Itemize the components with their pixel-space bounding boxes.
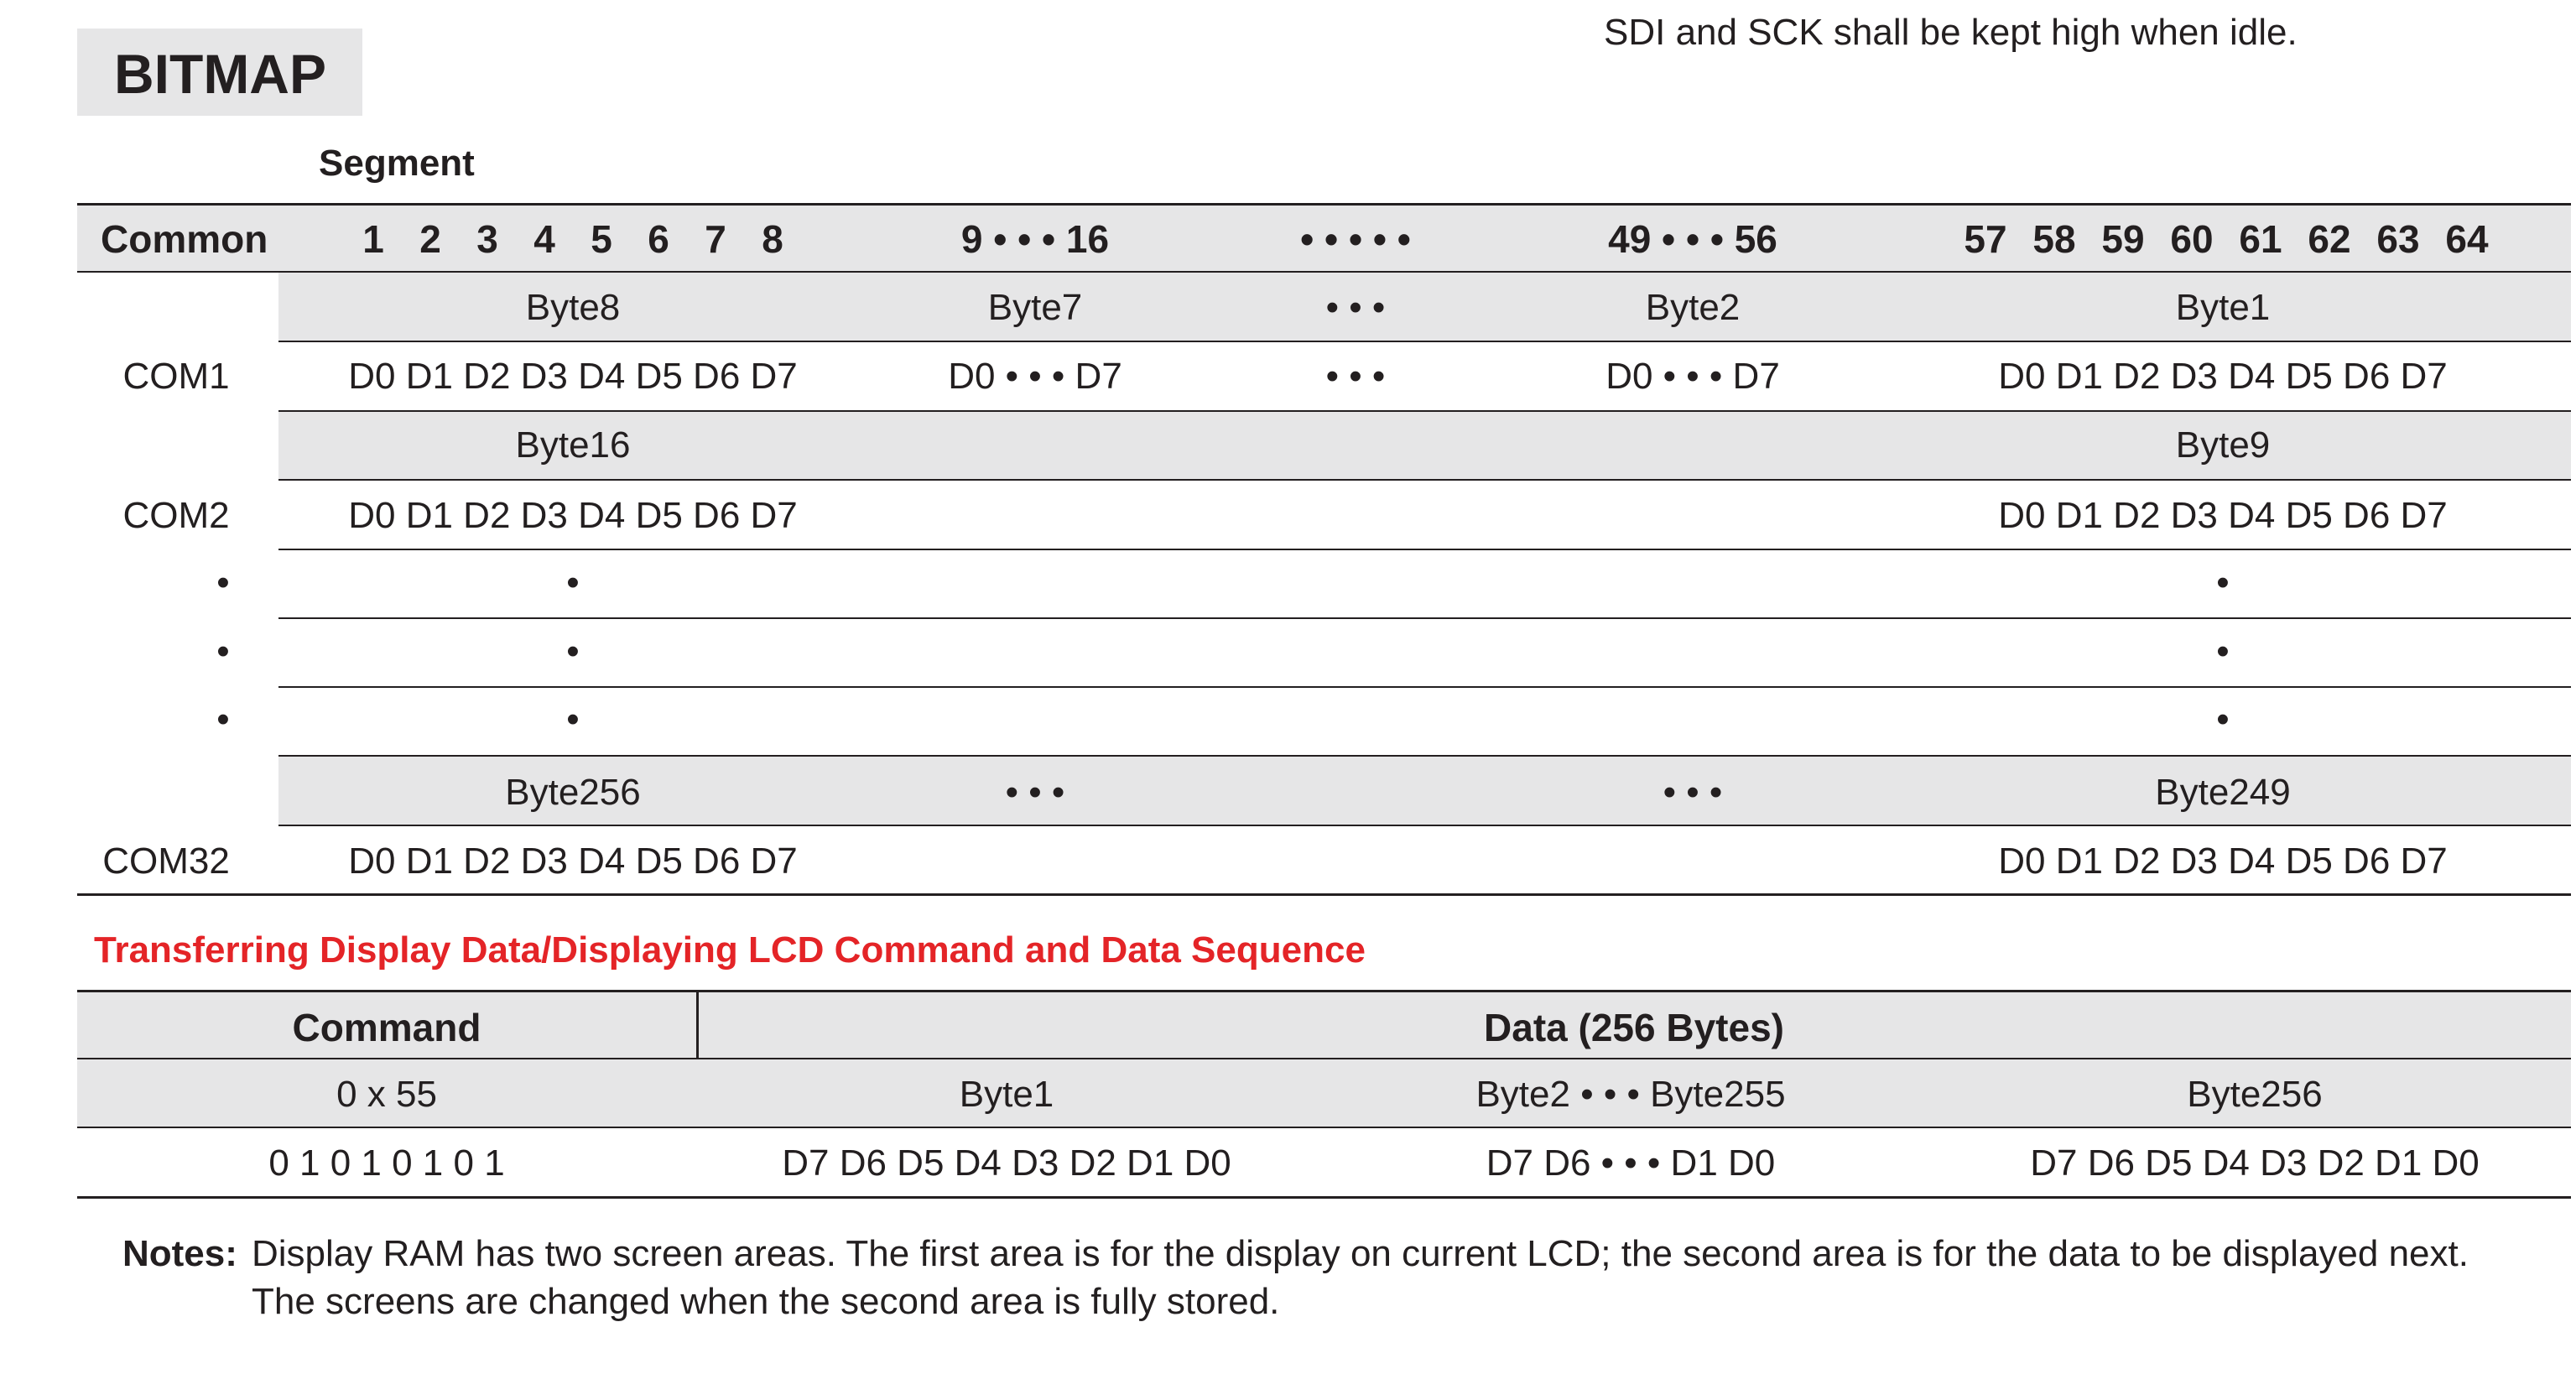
ellipsis-dot: • bbox=[566, 631, 580, 672]
bitmap-bottom-rule bbox=[77, 893, 2571, 896]
segment-group-49-56: 49 • • • 56 bbox=[1608, 217, 1777, 261]
byte-ellipsis: • • • bbox=[1663, 772, 1723, 813]
notes-line-1: Display RAM has two screen areas. The first area is for the display on current LCD; the second area is for the data to be displayed next. bbox=[252, 1233, 2469, 1274]
segment-number: 62 bbox=[2308, 217, 2351, 261]
segment-number: 7 bbox=[705, 217, 726, 261]
ellipsis-dot: • bbox=[2216, 562, 2230, 603]
ellipsis-rule bbox=[278, 617, 2571, 619]
segment-number: 4 bbox=[533, 217, 555, 261]
bit-labels: D7 D6 D5 D4 D3 D2 D1 D0 bbox=[782, 1142, 1231, 1184]
ellipsis-dot: • bbox=[566, 562, 580, 603]
byte-ellipsis: • • • bbox=[1005, 772, 1065, 813]
bit-labels: D0 D1 D2 D3 D4 D5 D6 D7 bbox=[348, 356, 798, 397]
page-title: BITMAP bbox=[114, 43, 326, 105]
common-label: Common bbox=[101, 217, 268, 261]
byte-label: Byte7 bbox=[987, 287, 1083, 328]
segment-number: 3 bbox=[476, 217, 498, 261]
bit-labels: D0 • • • D7 bbox=[948, 356, 1122, 397]
byte-label: Byte256 bbox=[2187, 1074, 2323, 1115]
segment-number: 1 bbox=[362, 217, 384, 261]
byte-label: Byte1 bbox=[2175, 287, 2271, 328]
byte-range-label: Byte2 • • • Byte255 bbox=[1475, 1074, 1786, 1115]
segment-number: 6 bbox=[648, 217, 669, 261]
bit-labels: D0 • • • D7 bbox=[1605, 356, 1780, 397]
sequence-byte-rule bbox=[77, 1127, 2571, 1128]
ellipsis-rule bbox=[278, 686, 2571, 688]
command-header: Command bbox=[292, 1006, 481, 1049]
ellipsis-dot: • bbox=[566, 699, 580, 740]
com2-byte-rule bbox=[278, 479, 2571, 481]
byte-label: Byte249 bbox=[2155, 772, 2291, 813]
segment-number: 5 bbox=[591, 217, 612, 261]
ellipsis-dot: • bbox=[216, 562, 230, 603]
column-divider bbox=[696, 992, 699, 1058]
byte-label: Byte256 bbox=[505, 772, 641, 813]
data-header: Data (256 Bytes) bbox=[1484, 1006, 1784, 1049]
segment-number: 59 bbox=[2101, 217, 2145, 261]
byte-label: Byte8 bbox=[525, 287, 621, 328]
byte-ellipsis: • • • bbox=[1325, 287, 1386, 328]
bit-labels: D7 D6 • • • D1 D0 bbox=[1486, 1142, 1776, 1184]
notes-line-2: The screens are changed when the second area is fully stored. bbox=[252, 1281, 1280, 1322]
idle-note: SDI and SCK shall be kept high when idle. bbox=[1604, 12, 2298, 53]
bit-ellipsis: • • • bbox=[1325, 356, 1386, 397]
segment-number: 2 bbox=[419, 217, 441, 261]
byte-label: Byte2 bbox=[1645, 287, 1741, 328]
com32-byte-rule bbox=[278, 825, 2571, 826]
byte-label: Byte16 bbox=[515, 424, 631, 466]
sequence-title: Transferring Display Data/Displaying LCD Command and Data Sequence bbox=[94, 929, 1366, 971]
bit-labels: D0 D1 D2 D3 D4 D5 D6 D7 bbox=[348, 841, 798, 882]
ellipsis-dot: • bbox=[2216, 631, 2230, 672]
ellipsis-dot: • bbox=[2216, 699, 2230, 740]
command-bits: 0 1 0 1 0 1 0 1 bbox=[268, 1142, 505, 1184]
segment-number: 63 bbox=[2376, 217, 2420, 261]
command-value: 0 x 55 bbox=[336, 1074, 437, 1115]
bit-labels: D7 D6 D5 D4 D3 D2 D1 D0 bbox=[2030, 1142, 2480, 1184]
bit-labels: D0 D1 D2 D3 D4 D5 D6 D7 bbox=[1998, 356, 2448, 397]
sequence-bottom-rule bbox=[77, 1196, 2571, 1199]
segment-number: 8 bbox=[762, 217, 783, 261]
com-label: COM1 bbox=[122, 356, 230, 397]
ellipsis-dot: • bbox=[216, 631, 230, 672]
byte-label: Byte1 bbox=[959, 1074, 1054, 1115]
segment-group-ellipsis: • • • • • bbox=[1300, 217, 1411, 261]
notes-label: Notes: bbox=[122, 1233, 237, 1274]
segment-group-9-16: 9 • • • 16 bbox=[960, 217, 1110, 261]
segment-number: 60 bbox=[2170, 217, 2214, 261]
bit-labels: D0 D1 D2 D3 D4 D5 D6 D7 bbox=[1998, 841, 2448, 882]
com2-rule bbox=[278, 549, 2571, 550]
ellipsis-dot: • bbox=[216, 699, 230, 740]
segment-number: 57 bbox=[1964, 217, 2007, 261]
byte-label: Byte9 bbox=[2175, 424, 2271, 466]
com1-byte-rule bbox=[278, 341, 2571, 342]
segment-number: 64 bbox=[2445, 217, 2489, 261]
segment-number: 61 bbox=[2239, 217, 2282, 261]
bit-labels: D0 D1 D2 D3 D4 D5 D6 D7 bbox=[1998, 495, 2448, 536]
segment-label: Segment bbox=[319, 143, 475, 184]
com-label: COM32 bbox=[102, 841, 230, 882]
com-label: COM2 bbox=[122, 495, 230, 536]
bit-labels: D0 D1 D2 D3 D4 D5 D6 D7 bbox=[348, 495, 798, 536]
segment-number: 58 bbox=[2032, 217, 2076, 261]
